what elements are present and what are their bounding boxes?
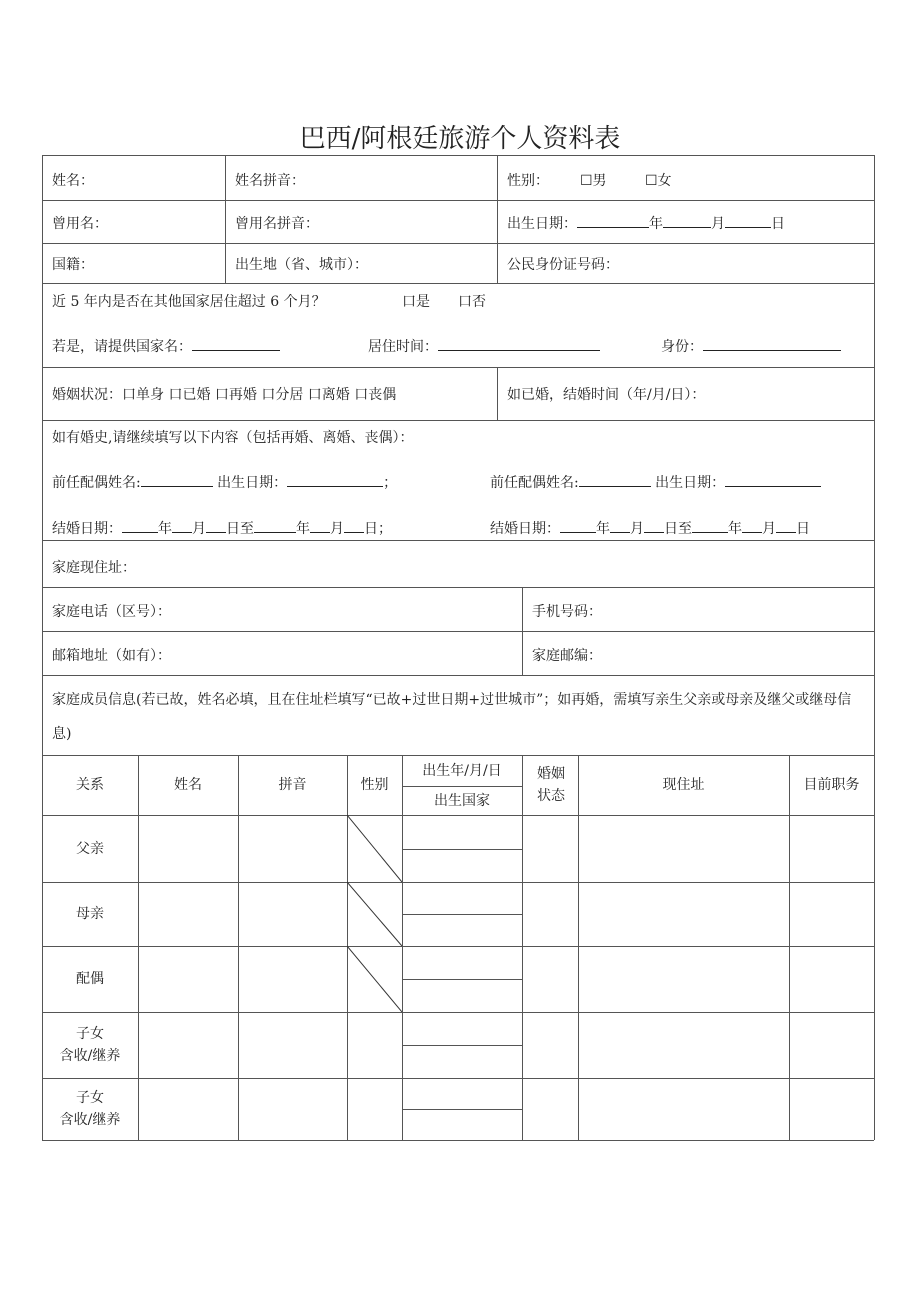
header-pinyin: 拼音 [278,777,307,793]
month-label: 月 [330,521,344,537]
ex-spouse-2[interactable] [490,472,821,492]
relation-child-2: 子女 含收/继养 [59,1090,121,1128]
country-label: 若是，请提供国家名： [52,339,192,355]
page-title: 巴西/阿根廷旅游个人资料表 [299,124,621,154]
name-label: 姓名： [52,173,94,189]
year-label: 年 [158,521,172,537]
home-phone-label: 家庭电话（区号）： [52,604,171,620]
former-pinyin-label: 曾用名拼音： [235,216,319,232]
abroad-no-checkbox[interactable]: 口否 [458,294,486,310]
mobile-label: 手机号码： [532,604,602,620]
former-name-label: 曾用名： [52,216,108,232]
year-label: 年 [649,216,663,232]
birth-date-field[interactable] [507,213,785,233]
header-relation: 关系 [76,777,104,793]
header-name: 姓名 [174,777,202,793]
semicolon: ； [383,475,398,491]
day-label: 日 [796,521,810,537]
ex-name-label: 前任配偶姓名: [52,475,141,491]
wedding-date-1[interactable] [52,518,392,538]
address-label: 家庭现住址： [52,560,136,576]
male-checkbox[interactable]: ☐男 [580,173,607,189]
email-label: 邮箱地址（如有）： [52,648,171,664]
header-birth-date: 出生年/月/日 [422,762,502,779]
header-birth-country: 出生国家 [434,792,490,809]
year-label: 年 [296,521,310,537]
year-label: 年 [596,521,610,537]
status-label: 身份： [661,339,703,355]
wed-date-label: 结婚日期： [490,521,560,537]
end-label: 日； [364,521,392,537]
wedding-date-2[interactable] [490,518,810,538]
day-label: 日 [771,216,785,232]
marriage-history-label: 如有婚史,请继续填写以下内容（包括再婚、离婚、丧偶）： [52,430,414,446]
gender-diagonal-lines [347,815,402,1012]
relation-mother: 母亲 [76,906,104,922]
header-marital: 婚姻状态 [537,766,565,804]
birthplace-label: 出生地（省、城市）： [235,257,368,273]
abroad-yes-checkbox[interactable]: 口是 [402,294,430,310]
abroad-question: 近 5 年内是否在其他国家居住超过 6 个月？ [52,294,326,310]
year-label: 年 [728,521,742,537]
month-label: 月 [762,521,776,537]
ex-spouse-1[interactable] [52,472,397,492]
married-time-label: 如已婚，结婚时间（年/月/日）： [507,387,706,403]
ex-birth-label: 出生日期： [217,475,288,491]
stay-time-label: 居住时间： [368,339,438,355]
month-label: 月 [192,521,206,537]
relation-father: 父亲 [76,840,104,857]
family-note: 家庭成员信息(若已故，姓名必填，且在住址栏填写“已故+过世日期+过世城市”；如再婚，需填写亲生父亲或母亲及继父或继母信息) [52,692,852,742]
ex-name-label: 前任配偶姓名: [490,475,579,491]
to-label: 日至 [664,521,692,537]
ex-birth-label: 出生日期： [655,475,726,491]
country-field[interactable] [52,336,280,356]
to-label: 日至 [226,521,254,537]
header-address: 现住址 [662,777,705,793]
relation-child-1: 子女 含收/继养 [59,1026,121,1064]
header-gender: 性别 [360,777,389,793]
birth-date-label: 出生日期： [507,216,577,232]
name-pinyin-label: 姓名拼音： [235,173,305,189]
month-label: 月 [630,521,644,537]
stay-time-field[interactable] [368,336,600,356]
status-field[interactable] [661,336,841,356]
gender-label: 性别： [507,173,549,189]
nationality-label: 国籍： [52,257,94,273]
header-occupation: 目前职务 [803,777,860,793]
wed-date-label: 结婚日期： [52,521,122,537]
postcode-label: 家庭邮编： [532,648,602,664]
month-label: 月 [711,216,725,232]
female-checkbox[interactable]: ☐女 [645,173,672,189]
id-number-label: 公民身份证号码： [507,257,619,273]
marital-status-options[interactable]: 婚姻状况：口单身 口已婚 口再婚 口分居 口离婚 口丧偶 [52,387,397,403]
relation-spouse: 配偶 [76,971,104,987]
